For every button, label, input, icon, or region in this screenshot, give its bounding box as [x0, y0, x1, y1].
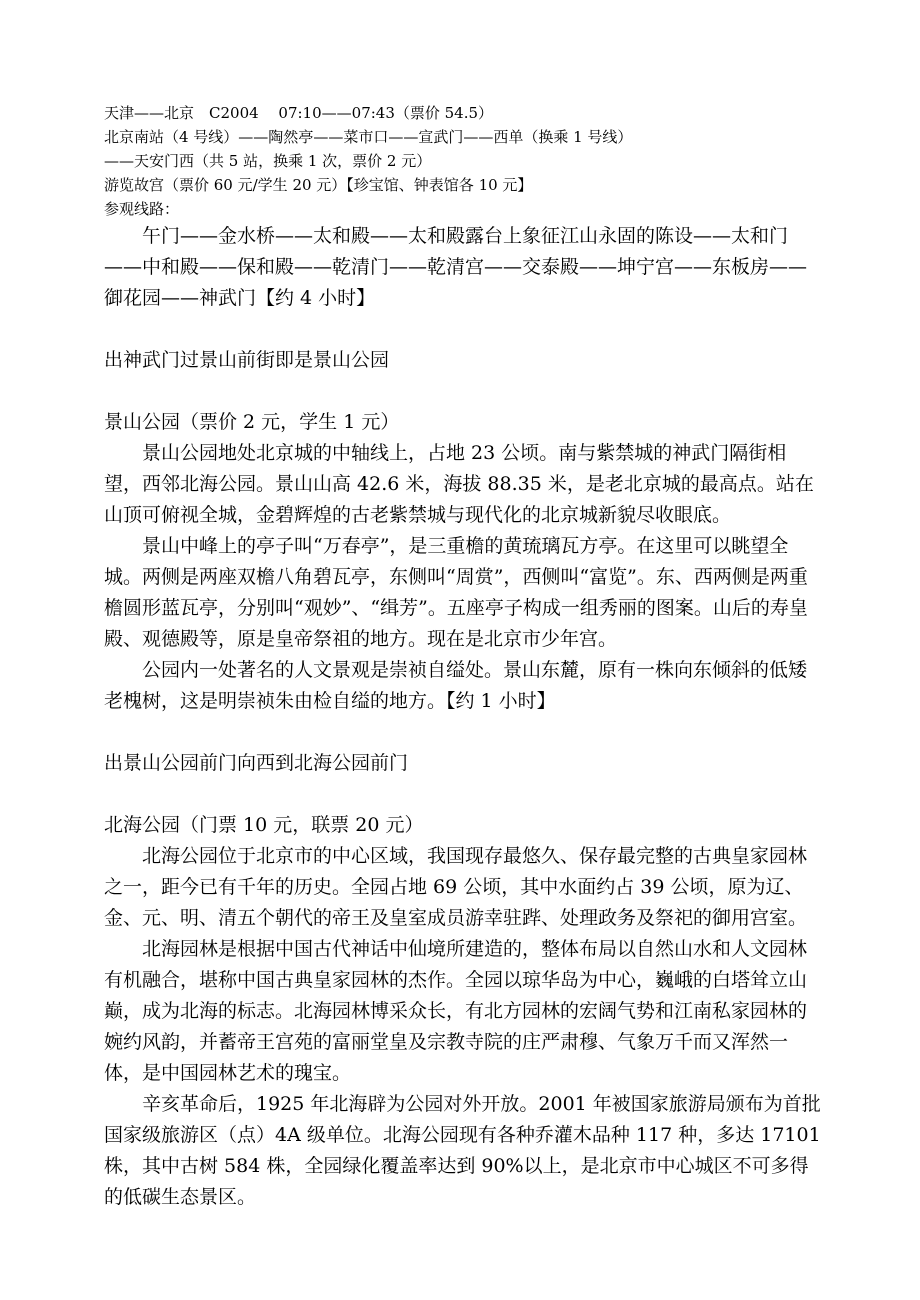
- palace-ticket: 游览故宫（票价 60 元/学生 20 元）【珍宝馆、钟表馆各 10 元】: [104, 176, 533, 194]
- subway-line-2: ——天安门西（共 5 站，换乘 1 次，票价 2 元）: [104, 152, 432, 170]
- route-label: 参观线路：: [104, 200, 180, 218]
- spacer: [104, 376, 824, 407]
- spacer: [104, 717, 824, 748]
- beihai-paragraph-3: 辛亥革命后，1925 年北海辟为公园对外开放。2001 年被国家旅游局颁布为首批国家级旅游区（点）4A 级单位。北海公园现有各种乔灌木品种 117 种，多达 17101 株，其中古树 584 株，全园绿化覆盖率达到 90%以上，是北京市中心城区不可多得的低碳生态景区。: [104, 1093, 821, 1208]
- beihai-heading: 北海公园（门票 10 元，联票 20 元）: [104, 814, 424, 836]
- transfer-text-1: 出神武门过景山前街即是景山公园: [104, 349, 390, 371]
- jingshan-paragraph-3: 公园内一处著名的人文景观是崇祯自缢处。景山东麓，原有一株向东倾斜的低矮老槐树，这是明崇祯朱由检自缢的地方。【约 1 小时】: [104, 659, 808, 712]
- jingshan-heading: 景山公园（票价 2 元，学生 1 元）: [104, 411, 400, 433]
- beihai-paragraph-2: 北海园林是根据中国古代神话中仙境所建造的，整体布局以自然山水和人文园林有机融合，堪称中国古典皇家园林的杰作。全园以琼华岛为中心，巍峨的白塔耸立山巅，成为北海的标志。北海园林博采众长，有北方园林的宏阔气势和江南私家园林的婉约风韵，并蓄帝王宫苑的富丽堂皇及宗教寺院的庄严肃穆、气象万千而又浑然一体，是中国园林艺术的瑰宝。: [104, 938, 808, 1084]
- spacer: [104, 314, 824, 345]
- document-body: [104, 101, 824, 1213]
- jingshan-paragraph-1: 景山公园地处北京城的中轴线上，占地 23 公顷。南与紫禁城的神武门隔街相望，西邻北海公园。景山山高 42.6 米，海拔 88.35 米，是老北京城的最高点。站在山顶可俯视全城，金碧辉煌的古老紫禁城与现代化的北京城新貌尽收眼底。: [104, 442, 814, 526]
- train-line: 天津——北京 C2004 07:10——07:43（票价 54.5）: [104, 104, 494, 122]
- beihai-paragraph-1: 北海公园位于北京市的中心区域，我国现存最悠久、保存最完整的古典皇家园林之一，距今已有千年的历史。全园占地 69 公顷，其中水面约占 39 公顷，原为辽、金、元、明、清五个朝代的帝王及皇室成员游幸驻跸、处理政务及祭祀的御用宫室。: [104, 845, 808, 929]
- transfer-text-2: 出景山公园前门向西到北海公园前门: [104, 752, 409, 774]
- jingshan-paragraph-2: 景山中峰上的亭子叫“万春亭”，是三重檐的黄琉璃瓦方亭。在这里可以眺望全城。两侧是两座双檐八角碧瓦亭，东侧叫“周赏”，西侧叫“富览”。东、西两侧是两重檐圆形蓝瓦亭，分别叫“观妙”、“缉芳”。五座亭子构成一组秀丽的图案。山后的寿皇殿、观德殿等，原是皇帝祭祖的地方。现在是北京市少年宫。: [104, 535, 808, 650]
- spacer: [104, 779, 824, 810]
- subway-line-1: 北京南站（4 号线）——陶然亭——菜市口——宣武门——西单（换乘 1 号线）: [104, 128, 633, 146]
- route-paragraph: 午门——金水桥——太和殿——太和殿露台上象征江山永固的陈设——太和门——中和殿——保和殿——乾清门——乾清宫——交泰殿——坤宁宫——东板房——御花园——神武门【约 4 小时】: [104, 225, 808, 309]
